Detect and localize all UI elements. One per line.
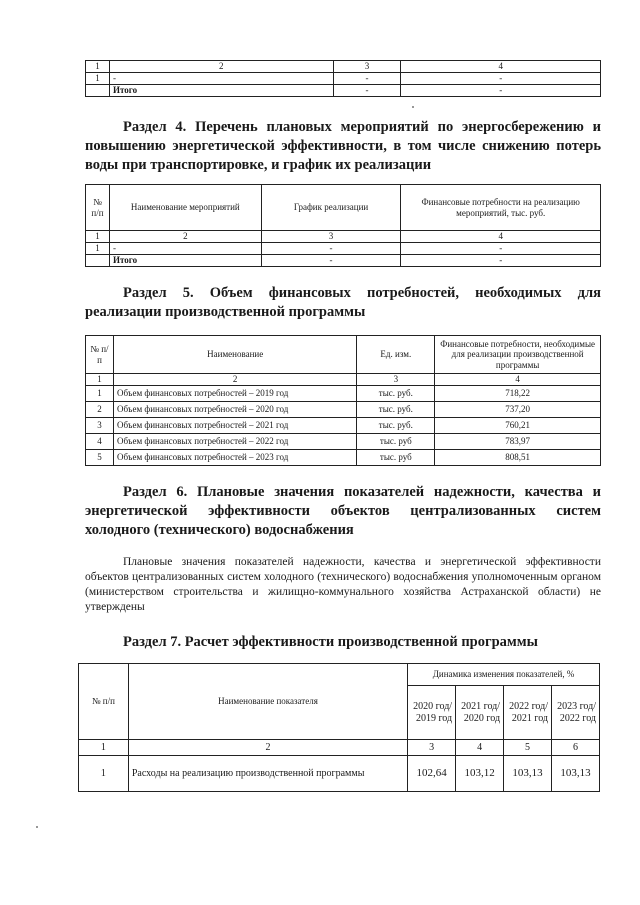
year-header: 2021 год/ 2020 год: [456, 686, 504, 740]
column-header: Наименование: [113, 336, 356, 374]
table-cell: 1: [79, 756, 129, 792]
column-header: № п/п: [86, 336, 114, 374]
table-cell: 3: [408, 740, 456, 756]
table-cell: Объем финансовых потребностей – 2021 год: [113, 418, 356, 434]
table-header-numbers: [86, 61, 601, 73]
table-cell: 4: [401, 231, 601, 243]
scan-speck: [412, 106, 414, 108]
total-label: Итого: [109, 85, 333, 97]
table-cell: 5: [86, 450, 114, 466]
table-cell: 1: [86, 374, 114, 386]
table-cell: 3: [357, 374, 435, 386]
table-cell: 6: [552, 740, 600, 756]
column-header: Финансовые потребности на реализацию мероприятий, тыс. руб.: [401, 185, 601, 231]
table-cell: 1: [86, 243, 110, 255]
column-header: № п/п: [79, 664, 129, 740]
table-cell: 808,51: [435, 450, 601, 466]
section7-title: [85, 633, 601, 652]
table-cell: 3: [333, 61, 401, 73]
table-row: [86, 402, 601, 418]
table-cell: 4: [86, 434, 114, 450]
table-cell: 2: [109, 231, 261, 243]
table-section5: [85, 335, 601, 466]
section6-paragraph: Плановые значения показателей надежности, качества и энергетической эффективности объектов централизованных систем холодного (технического) водоснабжения уполномоченным органом (министерством строительства и жилищно-коммунального хозяйства Астраханской области) не утверждены: [85, 556, 601, 613]
table-cell: 103,12: [456, 756, 504, 792]
year-header: 2023 год/ 2022 год: [552, 686, 600, 740]
table-cell: 3: [86, 418, 114, 434]
table-header-numbers: [86, 374, 601, 386]
column-header: Финансовые потребности, необходимые для реализации производственной программы: [435, 336, 601, 374]
table-total-row: [86, 255, 601, 267]
table-section3-tail: [85, 60, 601, 97]
table-cell: -: [401, 85, 601, 97]
table-header-numbers: [79, 740, 600, 756]
table-cell: тыс. руб: [357, 434, 435, 450]
column-header: Наименование показателя: [128, 664, 407, 740]
table-row: [86, 450, 601, 466]
table-cell: 2: [109, 61, 333, 73]
table-cell: Объем финансовых потребностей – 2023 год: [113, 450, 356, 466]
table-cell: 4: [435, 374, 601, 386]
table-header-row: [79, 664, 600, 686]
table-row: [86, 418, 601, 434]
table-cell: -: [401, 255, 601, 267]
section4-title-text: Раздел 4. Перечень плановых мероприятий по энергосбережению и повышению энергетической эффективности, в том числе снижению потерь воды при транспортировке, и график их реализации: [85, 119, 601, 173]
table-cell: тыс. руб: [357, 450, 435, 466]
table-cell: -: [401, 73, 601, 85]
table-cell: 4: [401, 61, 601, 73]
table-cell: 3: [261, 231, 401, 243]
table-cell: 103,13: [504, 756, 552, 792]
table-cell: -: [261, 255, 401, 267]
table-cell: 760,21: [435, 418, 601, 434]
table-cell: 102,64: [408, 756, 456, 792]
table-cell: 4: [456, 740, 504, 756]
table-section7: [78, 663, 600, 792]
total-label: Итого: [109, 255, 261, 267]
table-cell: 2: [86, 402, 114, 418]
table-cell: -: [333, 85, 401, 97]
table-row: [86, 434, 601, 450]
table-cell: 1: [79, 740, 129, 756]
table-cell: тыс. руб.: [357, 418, 435, 434]
table-cell: -: [261, 243, 401, 255]
table-cell: Объем финансовых потребностей – 2019 год: [113, 386, 356, 402]
table-total-row: [86, 85, 601, 97]
table-row: [86, 73, 601, 85]
table-cell: -: [109, 243, 261, 255]
table-header-numbers: [86, 231, 601, 243]
table-cell: [86, 255, 110, 267]
table-cell: 103,13: [552, 756, 600, 792]
column-header: График реализации: [261, 185, 401, 231]
table-cell: Объем финансовых потребностей – 2022 год: [113, 434, 356, 450]
column-header-dynamics: Динамика изменения показателей, %: [408, 664, 600, 686]
section5-title-text: Раздел 5. Объем финансовых потребностей, необходимых для реализации производственной программы: [85, 285, 601, 320]
section6-title: [85, 483, 601, 540]
table-cell: [86, 85, 110, 97]
table-cell: 1: [86, 231, 110, 243]
table-cell: -: [333, 73, 401, 85]
table-cell: тыс. руб.: [357, 402, 435, 418]
table-row: [79, 756, 600, 792]
table-row: [86, 386, 601, 402]
table-cell: 2: [128, 740, 407, 756]
table-cell: тыс. руб.: [357, 386, 435, 402]
table-cell: 737,20: [435, 402, 601, 418]
table-cell: 1: [86, 61, 110, 73]
table-header-row: [86, 336, 601, 374]
scan-speck: [36, 826, 38, 828]
table-cell: 1: [86, 73, 110, 85]
table-cell: 718,22: [435, 386, 601, 402]
table-cell: Объем финансовых потребностей – 2020 год: [113, 402, 356, 418]
table-cell: 1: [86, 386, 114, 402]
table-cell: 5: [504, 740, 552, 756]
section6-title-text: Раздел 6. Плановые значения показателей надежности, качества и энергетической эффективности объектов централизованных систем холодного (технического) водоснабжения: [85, 484, 601, 538]
table-header-row: [86, 185, 601, 231]
year-header: 2022 год/ 2021 год: [504, 686, 552, 740]
table-cell: 783,97: [435, 434, 601, 450]
table-section4: [85, 184, 601, 267]
table-cell: -: [401, 243, 601, 255]
section4-title: [85, 118, 601, 175]
column-header: № п/п: [86, 185, 110, 231]
table-cell: -: [109, 73, 333, 85]
year-header: 2020 год/ 2019 год: [408, 686, 456, 740]
column-header: Наименование мероприятий: [109, 185, 261, 231]
section7-title-text: Раздел 7. Расчет эффективности производственной программы: [123, 634, 538, 650]
section5-title: [85, 284, 601, 322]
column-header: Ед. изм.: [357, 336, 435, 374]
table-cell: 2: [113, 374, 356, 386]
table-cell: Расходы на реализацию производственной программы: [128, 756, 407, 792]
table-row: [86, 243, 601, 255]
